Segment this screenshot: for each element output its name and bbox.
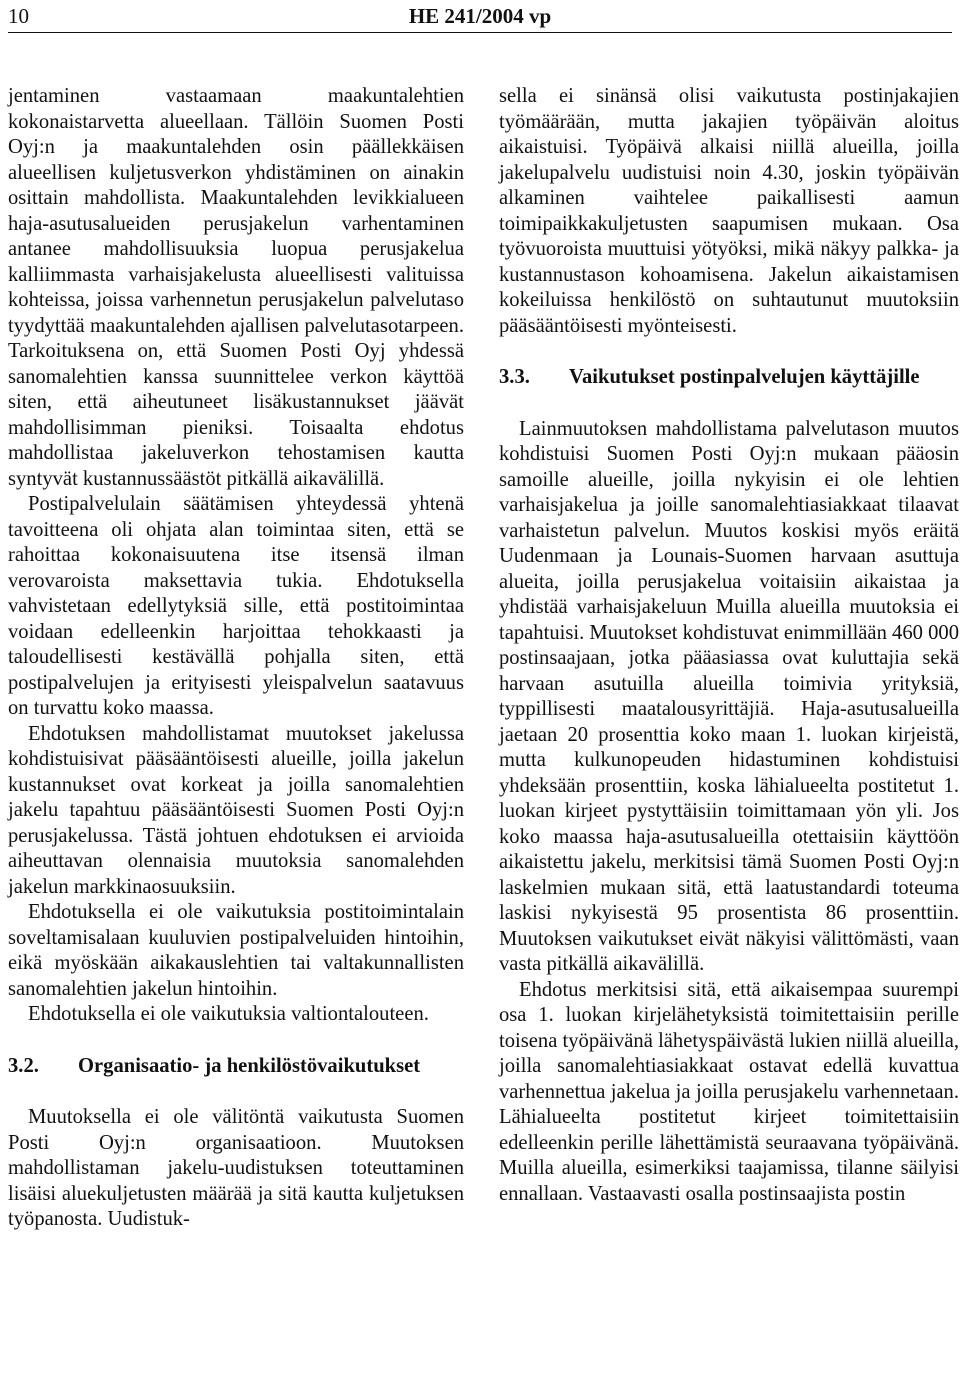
page-header [8,0,952,32]
paragraph: Ehdotuksella ei ole vaikutuksia postitoimintalain soveltamisalaan kuuluvien postipalveluiden hintoihin, eikä myöskään aikakauslehtien tai valtakunnallisten sanomalehtien jakelun hintoihin. [8,901,464,1000]
section-title: Organisaatio- ja henkilöstövaikutukset [78,1054,421,1077]
paragraph: jentaminen vastaamaan maakuntalehtien kokonaistarvetta alueellaan. Tällöin Suomen Posti Oyj:n ja maakuntalehden osin päällekkäisen alueellisen kuljetusverkon yhdistäminen on ainakin osittain mahdollista. Maakuntalehden levikkialueen haja-asutusalueiden perusjakelun varhentaminen antanee mahdollisuuksia luopua perusjakelua kalliimmasta varhaisjakelusta alueellisesti valituissa kohteissa, joissa varhennetun perusjakelun palvelutaso tyydyttää maakuntalehden ajallisen palvelutasotarpeen. Tarkoituksena on, että Suomen Posti Oyj yhdessä sanomalehtien kanssa suunnittelee verkon käyttöä siten, että aiheutuneet lisäkustannukset jäävät mahdollisimman pieniksi. Toisaalta ehdotus mahdollistaa jakeluverkon tehostamisen kautta syntyvät kustannussäästöt pitkällä aikavälillä. [8,85,464,490]
document-id: HE 241/2004 vp [408,4,552,28]
paragraph: Ehdotuksella ei ole vaikutuksia valtiontalouteen. [28,1003,429,1025]
section-title: Vaikutukset postinpalvelujen käyttäjille [569,366,920,388]
right-column [499,84,959,1207]
left-column [8,84,464,1233]
section-heading-3-3 [499,365,959,391]
header-divider [8,32,952,33]
paragraph: Muutoksella ei ole välitöntä vaikutusta Suomen Posti Oyj:n organisaatioon. Muutoksen mahdollistaman jakelu-uudistuksen toteuttaminen lisäisi aluekuljetusten määrää ja sitä kautta kuljetuksen työpanosta. Uudistuk- [8,1106,464,1230]
paragraph: Ehdotuksen mahdollistamat muutokset jakelussa kohdistuisivat pääsääntöisesti alueille, joilla jakelun kustannukset ovat korkeat ja joilla sanomalehtien jakelu tapahtuu pääsääntöisesti Suomen Posti Oyj:n perusjakelussa. Tästä johtuen ehdotuksen ei arvioida aiheuttavan olennaisia muutoksia sanomalehden jakelun markkinaosuuksiin. [8,722,464,898]
paragraph: Lainmuutoksen mahdollistama palvelutason muutos kohdistuisi Suomen Posti Oyj:n mukaan pääosin samoille alueille, joilla nykyisin ei ole lehtien varhaisjakelua ja joille sanomalehtiasiakkaat tilaavat varhaistetun palvelun. Muutos koskisi myös eräitä Uudenmaan ja Lounais-Suomen harvaan asuttuja alueita, joilla perusjakelua voitaisiin aikaistaa ja yhdistää varhaisjakeluun Muilla alueilla muutoksia ei tapahtuisi. Muutokset kohdistuvat enimmillään 460 000 postinsaajaan, jotka pääasiassa ovat kuluttajia sekä harvaan asutuilla alueilla toimivia yrityksiä, typpillisesti maatalousyrittäjiä. Haja-asutusalueilla jaetaan 20 prosenttia koko maan 1. luokan kirjeistä, mutta kulkunopeuden hidastuminen kohdistuisi yhdeksään prosenttiin, koska lähialueelta postitetut 1. luokan kirjeet pystyttäisiin toimittamaan yön yli. Jos koko maassa haja-asutusalueilla otettaisiin käyttöön aikaistettu jakelu, merkitsisi tämä Suomen Posti Oyj:n laskelmien mukaan sitä, että laatustandardi toteuma laskisi nykyisestä 95 prosentista 86 prosenttiin. Muutoksen vaikutukset eivät näkyisi välittömästi, vaan vasta pitkällä aikavälillä. [499,417,959,975]
section-number: 3.3. [499,366,530,388]
paragraph: Postipalvelulain säätämisen yhteydessä yhtenä tavoitteena oli ohjata alan toimintaa siten, että se rahoittaa kokonaisuutena itse itsensä ilman verovaroista maksettavia tukia. Ehdotuksella vahvistetaan edellytyksiä sille, että postitoimintaa voidaan edelleenkin harjoittaa tehokkaasti ja taloudellisesti kestävällä pohjalla siten, että postipalvelujen ja erityisesti yleispalvelun saatavuus on turvattu koko maassa. [8,493,464,719]
paragraph: sella ei sinänsä olisi vaikutusta postinjakajien työmäärään, mutta jakajien työpäivän aloitus aikaistuisi. Työpäivä alkaisi niillä alueilla, joilla jakelupalvelu uudistuisi noin 4.30, joskin työpäivän alkaminen vaihtelee paikallisesti aamun toimipaikkakuljetusten saapumisen mukaan. Osa työvuoroista muuttuisi yötyöksi, mikä näkyy palkka- ja kustannustason kohoamisena. Jakelun aikaistamisen kokeiluissa henkilöstö on suhtautunut muutoksiin pääsääntöisesti myönteisesti. [499,85,959,337]
section-number: 3.2. [8,1054,39,1077]
paragraph: Ehdotus merkitsisi sitä, että aikaisempaa suurempi osa 1. luokan kirjelähetyksistä toimitettaisiin perille toisena työpäivänä lähetyspäivästä lukien niillä alueilla, joilla sanomalehtiasiakkaat ostavat edellä kuvattua varhennettua jakelua ja joilla perusjakelu varhennetaan. Lähialueelta postitetut kirjeet toimitettaisiin edelleenkin perille lähettämistä seuraavana työpäivänä. Muilla alueilla, esimerkiksi taajamissa, tilanne säilyisi ennallaan. Vastaavasti osalla postinsaajista postin [499,978,959,1205]
page-number: 10 [8,4,29,28]
section-heading-3-2 [8,1054,464,1080]
